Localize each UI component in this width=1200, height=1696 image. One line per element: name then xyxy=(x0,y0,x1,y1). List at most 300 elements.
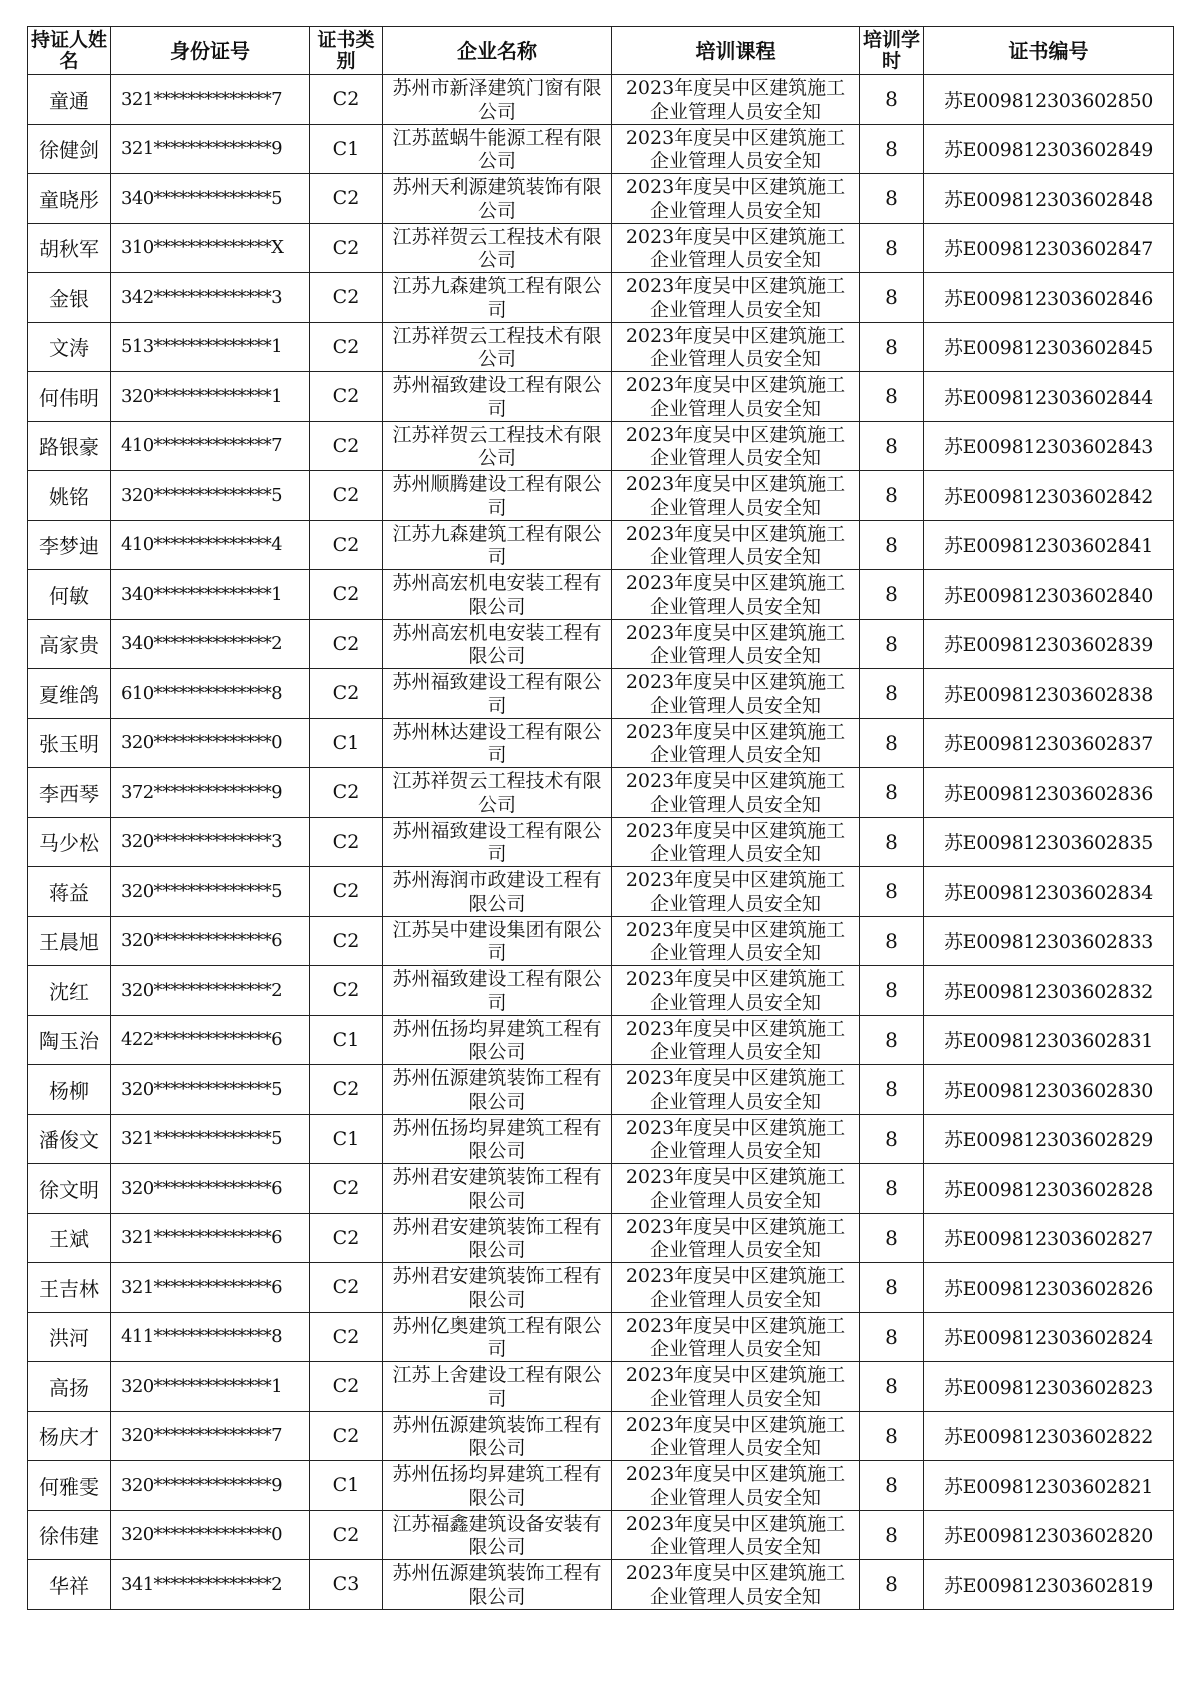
course-text: 2023年度吴中区建筑施工企业管理人员安全知 xyxy=(625,671,846,715)
company-text: 苏州伍源建筑装饰工程有限公司 xyxy=(392,1413,602,1458)
course-cell xyxy=(612,174,860,224)
hours-cell: 8 xyxy=(860,471,924,521)
cert-category-cell: C2 xyxy=(310,1065,383,1115)
course-cell xyxy=(612,372,860,422)
cert-category-cell: C2 xyxy=(310,768,383,818)
header-course: 培训课程 xyxy=(612,27,860,75)
hours-cell: 8 xyxy=(860,1312,924,1362)
holder-name-cell: 杨庆才 xyxy=(28,1411,111,1461)
course-text: 2023年度吴中区建筑施工企业管理人员安全知 xyxy=(625,77,846,121)
hours-cell: 8 xyxy=(860,669,924,719)
table-row xyxy=(28,174,1174,224)
id-number-cell: 320**************5 xyxy=(111,1065,310,1115)
course-text: 2023年度吴中区建筑施工企业管理人员安全知 xyxy=(625,819,846,864)
cert-number-cell: 苏E009812303602849 xyxy=(924,124,1174,174)
hours-cell: 8 xyxy=(860,520,924,570)
id-number-cell: 340**************2 xyxy=(111,619,310,669)
id-number-cell: 320**************6 xyxy=(111,1164,310,1214)
company-cell xyxy=(383,1461,612,1511)
company-cell xyxy=(383,1560,612,1610)
id-number-cell: 342**************3 xyxy=(111,273,310,323)
company-text: 江苏九森建筑工程有限公司 xyxy=(392,522,602,567)
holder-name-cell: 沈红 xyxy=(28,966,111,1016)
course-cell xyxy=(612,1312,860,1362)
holder-name-cell: 王吉林 xyxy=(28,1263,111,1313)
course-text: 2023年度吴中区建筑施工企业管理人员安全知 xyxy=(625,1017,846,1062)
cert-number-cell: 苏E009812303602832 xyxy=(924,966,1174,1016)
holder-name-cell: 潘俊文 xyxy=(28,1114,111,1164)
header-cert-category: 证书类别 xyxy=(310,27,383,75)
header-holder-name: 持证人姓名 xyxy=(28,27,111,75)
company-cell xyxy=(383,570,612,620)
cert-number-cell: 苏E009812303602837 xyxy=(924,718,1174,768)
hours-cell: 8 xyxy=(860,817,924,867)
cert-category-cell: C2 xyxy=(310,619,383,669)
hours-cell: 8 xyxy=(860,75,924,125)
course-cell xyxy=(612,471,860,521)
cert-category-cell: C2 xyxy=(310,669,383,719)
course-text: 2023年度吴中区建筑施工企业管理人员安全知 xyxy=(625,1314,846,1359)
cert-category-cell: C2 xyxy=(310,174,383,224)
cert-number-cell: 苏E009812303602847 xyxy=(924,223,1174,273)
header-company: 企业名称 xyxy=(383,27,612,75)
company-cell xyxy=(383,1164,612,1214)
course-text: 2023年度吴中区建筑施工企业管理人员安全知 xyxy=(625,1215,846,1260)
cert-number-cell: 苏E009812303602824 xyxy=(924,1312,1174,1362)
course-text: 2023年度吴中区建筑施工企业管理人员安全知 xyxy=(625,1512,846,1557)
company-text: 江苏吴中建设集团有限公司 xyxy=(392,918,602,963)
cert-number-cell: 苏E009812303602843 xyxy=(924,421,1174,471)
holder-name-cell: 王斌 xyxy=(28,1213,111,1263)
id-number-cell: 422**************6 xyxy=(111,1015,310,1065)
hours-cell: 8 xyxy=(860,619,924,669)
header-id-number: 身份证号 xyxy=(111,27,310,75)
company-text: 苏州天利源建筑装饰有限公司 xyxy=(392,176,602,220)
course-text: 2023年度吴中区建筑施工企业管理人员安全知 xyxy=(625,225,846,270)
cert-category-cell: C2 xyxy=(310,372,383,422)
cert-number-cell: 苏E009812303602840 xyxy=(924,570,1174,620)
course-text: 2023年度吴中区建筑施工企业管理人员安全知 xyxy=(625,770,846,814)
company-cell xyxy=(383,1362,612,1412)
course-text: 2023年度吴中区建筑施工企业管理人员安全知 xyxy=(625,1067,846,1111)
holder-name-cell: 高家贵 xyxy=(28,619,111,669)
holder-name-cell: 王晨旭 xyxy=(28,916,111,966)
course-cell xyxy=(612,1362,860,1412)
course-cell xyxy=(612,322,860,372)
cert-category-cell: C1 xyxy=(310,124,383,174)
cert-number-cell: 苏E009812303602823 xyxy=(924,1362,1174,1412)
cert-number-cell: 苏E009812303602848 xyxy=(924,174,1174,224)
company-text: 苏州君安建筑装饰工程有限公司 xyxy=(392,1166,602,1210)
holder-name-cell: 李梦迪 xyxy=(28,520,111,570)
holder-name-cell: 蒋益 xyxy=(28,867,111,917)
company-cell xyxy=(383,1213,612,1263)
hours-cell: 8 xyxy=(860,966,924,1016)
hours-cell: 8 xyxy=(860,124,924,174)
cert-category-cell: C2 xyxy=(310,322,383,372)
holder-name-cell: 何伟明 xyxy=(28,372,111,422)
company-cell xyxy=(383,1263,612,1313)
hours-cell: 8 xyxy=(860,1560,924,1610)
hours-cell: 8 xyxy=(860,1362,924,1412)
company-text: 江苏祥贺云工程技术有限公司 xyxy=(392,225,602,270)
header-cert-number: 证书编号 xyxy=(924,27,1174,75)
table-row xyxy=(28,768,1174,818)
hours-cell: 8 xyxy=(860,273,924,323)
table-row xyxy=(28,1015,1174,1065)
holder-name-cell: 何雅雯 xyxy=(28,1461,111,1511)
cert-category-cell: C1 xyxy=(310,718,383,768)
course-text: 2023年度吴中区建筑施工企业管理人员安全知 xyxy=(625,720,846,765)
company-cell xyxy=(383,619,612,669)
company-text: 苏州君安建筑装饰工程有限公司 xyxy=(392,1215,602,1260)
table-row xyxy=(28,669,1174,719)
course-text: 2023年度吴中区建筑施工企业管理人员安全知 xyxy=(625,918,846,963)
company-cell xyxy=(383,1312,612,1362)
id-number-cell: 340**************1 xyxy=(111,570,310,620)
company-cell xyxy=(383,1114,612,1164)
cert-category-cell: C2 xyxy=(310,1510,383,1560)
course-cell xyxy=(612,1461,860,1511)
company-cell xyxy=(383,867,612,917)
table-header xyxy=(28,27,1174,75)
hours-cell: 8 xyxy=(860,570,924,620)
table-row xyxy=(28,1312,1174,1362)
id-number-cell: 320**************0 xyxy=(111,718,310,768)
course-text: 2023年度吴中区建筑施工企业管理人员安全知 xyxy=(625,176,846,220)
hours-cell: 8 xyxy=(860,1114,924,1164)
course-text: 2023年度吴中区建筑施工企业管理人员安全知 xyxy=(625,374,846,418)
company-cell xyxy=(383,75,612,125)
course-cell xyxy=(612,520,860,570)
company-cell xyxy=(383,966,612,1016)
cert-number-cell: 苏E009812303602826 xyxy=(924,1263,1174,1313)
hours-cell: 8 xyxy=(860,768,924,818)
table-row xyxy=(28,1411,1174,1461)
company-cell xyxy=(383,669,612,719)
holder-name-cell: 马少松 xyxy=(28,817,111,867)
course-cell xyxy=(612,75,860,125)
cert-category-cell: C2 xyxy=(310,471,383,521)
table-row xyxy=(28,867,1174,917)
cert-number-cell: 苏E009812303602827 xyxy=(924,1213,1174,1263)
course-text: 2023年度吴中区建筑施工企业管理人员安全知 xyxy=(625,1265,846,1309)
cert-number-cell: 苏E009812303602845 xyxy=(924,322,1174,372)
table-row xyxy=(28,273,1174,323)
company-text: 苏州伍扬均昇建筑工程有限公司 xyxy=(392,1116,602,1161)
company-text: 苏州福致建设工程有限公司 xyxy=(392,374,602,418)
course-text: 2023年度吴中区建筑施工企业管理人员安全知 xyxy=(625,275,846,319)
company-cell xyxy=(383,1015,612,1065)
company-text: 江苏蓝蜗牛能源工程有限公司 xyxy=(392,126,602,171)
company-cell xyxy=(383,273,612,323)
id-number-cell: 340**************5 xyxy=(111,174,310,224)
company-cell xyxy=(383,174,612,224)
holder-name-cell: 童晓彤 xyxy=(28,174,111,224)
cert-number-cell: 苏E009812303602831 xyxy=(924,1015,1174,1065)
course-text: 2023年度吴中区建筑施工企业管理人员安全知 xyxy=(625,869,846,913)
company-cell xyxy=(383,372,612,422)
company-text: 苏州伍源建筑装饰工程有限公司 xyxy=(392,1067,602,1111)
holder-name-cell: 华祥 xyxy=(28,1560,111,1610)
hours-cell: 8 xyxy=(860,1213,924,1263)
holder-name-cell: 李西琴 xyxy=(28,768,111,818)
hours-cell: 8 xyxy=(860,322,924,372)
holder-name-cell: 徐伟建 xyxy=(28,1510,111,1560)
table-row xyxy=(28,124,1174,174)
course-cell xyxy=(612,421,860,471)
company-cell xyxy=(383,421,612,471)
table-row xyxy=(28,75,1174,125)
id-number-cell: 320**************9 xyxy=(111,1461,310,1511)
course-text: 2023年度吴中区建筑施工企业管理人员安全知 xyxy=(625,473,846,517)
course-text: 2023年度吴中区建筑施工企业管理人员安全知 xyxy=(625,1562,846,1606)
holder-name-cell: 张玉明 xyxy=(28,718,111,768)
cert-number-cell: 苏E009812303602844 xyxy=(924,372,1174,422)
course-cell xyxy=(612,1015,860,1065)
id-number-cell: 321**************6 xyxy=(111,1263,310,1313)
holder-name-cell: 何敏 xyxy=(28,570,111,620)
course-cell xyxy=(612,1411,860,1461)
holder-name-cell: 陶玉治 xyxy=(28,1015,111,1065)
id-number-cell: 320**************3 xyxy=(111,817,310,867)
course-cell xyxy=(612,817,860,867)
id-number-cell: 321**************6 xyxy=(111,1213,310,1263)
id-number-cell: 372**************9 xyxy=(111,768,310,818)
id-number-cell: 321**************9 xyxy=(111,124,310,174)
company-text: 苏州亿奥建筑工程有限公司 xyxy=(392,1314,602,1359)
cert-number-cell: 苏E009812303602842 xyxy=(924,471,1174,521)
cert-number-cell: 苏E009812303602850 xyxy=(924,75,1174,125)
id-number-cell: 320**************5 xyxy=(111,471,310,521)
company-text: 苏州海润市政建设工程有限公司 xyxy=(392,869,602,913)
cert-category-cell: C2 xyxy=(310,273,383,323)
hours-cell: 8 xyxy=(860,372,924,422)
course-text: 2023年度吴中区建筑施工企业管理人员安全知 xyxy=(625,1166,846,1210)
company-cell xyxy=(383,223,612,273)
company-text: 苏州福致建设工程有限公司 xyxy=(392,819,602,864)
id-number-cell: 411**************8 xyxy=(111,1312,310,1362)
cert-number-cell: 苏E009812303602839 xyxy=(924,619,1174,669)
cert-number-cell: 苏E009812303602835 xyxy=(924,817,1174,867)
header-hours: 培训学时 xyxy=(860,27,924,75)
holder-name-cell: 童通 xyxy=(28,75,111,125)
holder-name-cell: 杨柳 xyxy=(28,1065,111,1115)
cert-category-cell: C2 xyxy=(310,1213,383,1263)
cert-number-cell: 苏E009812303602846 xyxy=(924,273,1174,323)
company-text: 江苏九森建筑工程有限公司 xyxy=(392,275,602,319)
company-cell xyxy=(383,471,612,521)
table-row xyxy=(28,1065,1174,1115)
company-text: 苏州高宏机电安装工程有限公司 xyxy=(392,621,602,666)
cert-category-cell: C3 xyxy=(310,1560,383,1610)
cert-number-cell: 苏E009812303602822 xyxy=(924,1411,1174,1461)
hours-cell: 8 xyxy=(860,1015,924,1065)
cert-category-cell: C2 xyxy=(310,1312,383,1362)
table-row xyxy=(28,1164,1174,1214)
course-text: 2023年度吴中区建筑施工企业管理人员安全知 xyxy=(625,1116,846,1161)
table-row xyxy=(28,471,1174,521)
hours-cell: 8 xyxy=(860,1065,924,1115)
table-row xyxy=(28,1510,1174,1560)
cert-category-cell: C2 xyxy=(310,75,383,125)
cert-category-cell: C2 xyxy=(310,520,383,570)
holder-name-cell: 夏维鸽 xyxy=(28,669,111,719)
course-cell xyxy=(612,273,860,323)
course-cell xyxy=(612,1510,860,1560)
company-text: 苏州高宏机电安装工程有限公司 xyxy=(392,572,602,616)
id-number-cell: 410**************7 xyxy=(111,421,310,471)
cert-category-cell: C2 xyxy=(310,916,383,966)
table-body xyxy=(28,75,1174,1610)
company-cell xyxy=(383,916,612,966)
company-cell xyxy=(383,768,612,818)
hours-cell: 8 xyxy=(860,174,924,224)
table-row xyxy=(28,1263,1174,1313)
id-number-cell: 320**************7 xyxy=(111,1411,310,1461)
hours-cell: 8 xyxy=(860,1461,924,1511)
table-row xyxy=(28,916,1174,966)
holder-name-cell: 徐文明 xyxy=(28,1164,111,1214)
table-row xyxy=(28,372,1174,422)
hours-cell: 8 xyxy=(860,1164,924,1214)
cert-number-cell: 苏E009812303602820 xyxy=(924,1510,1174,1560)
table-row xyxy=(28,619,1174,669)
table-row xyxy=(28,1461,1174,1511)
holder-name-cell: 高扬 xyxy=(28,1362,111,1412)
cert-category-cell: C1 xyxy=(310,1461,383,1511)
certificate-table xyxy=(27,26,1174,1610)
table-row xyxy=(28,322,1174,372)
id-number-cell: 410**************4 xyxy=(111,520,310,570)
table-row xyxy=(28,1560,1174,1610)
cert-number-cell: 苏E009812303602833 xyxy=(924,916,1174,966)
cert-category-cell: C2 xyxy=(310,1164,383,1214)
company-text: 苏州福致建设工程有限公司 xyxy=(392,671,602,715)
course-text: 2023年度吴中区建筑施工企业管理人员安全知 xyxy=(625,1364,846,1408)
id-number-cell: 320**************1 xyxy=(111,372,310,422)
company-text: 江苏祥贺云工程技术有限公司 xyxy=(392,423,602,468)
holder-name-cell: 徐健剑 xyxy=(28,124,111,174)
hours-cell: 8 xyxy=(860,421,924,471)
company-text: 苏州市新泽建筑门窗有限公司 xyxy=(392,77,602,121)
company-text: 江苏祥贺云工程技术有限公司 xyxy=(392,324,602,369)
table-row xyxy=(28,718,1174,768)
course-text: 2023年度吴中区建筑施工企业管理人员安全知 xyxy=(625,1463,846,1507)
hours-cell: 8 xyxy=(860,916,924,966)
company-text: 苏州伍扬均昇建筑工程有限公司 xyxy=(392,1017,602,1062)
id-number-cell: 513**************1 xyxy=(111,322,310,372)
holder-name-cell: 洪河 xyxy=(28,1312,111,1362)
hours-cell: 8 xyxy=(860,1510,924,1560)
course-text: 2023年度吴中区建筑施工企业管理人员安全知 xyxy=(625,572,846,616)
company-text: 江苏福鑫建筑设备安装有限公司 xyxy=(392,1512,602,1557)
cert-category-cell: C2 xyxy=(310,867,383,917)
cert-category-cell: C2 xyxy=(310,1411,383,1461)
cert-category-cell: C1 xyxy=(310,1015,383,1065)
course-text: 2023年度吴中区建筑施工企业管理人员安全知 xyxy=(625,126,846,171)
course-cell xyxy=(612,669,860,719)
company-text: 苏州伍扬均昇建筑工程有限公司 xyxy=(392,1463,602,1507)
course-text: 2023年度吴中区建筑施工企业管理人员安全知 xyxy=(625,968,846,1012)
course-cell xyxy=(612,124,860,174)
table-row xyxy=(28,1213,1174,1263)
cert-category-cell: C2 xyxy=(310,570,383,620)
cert-number-cell: 苏E009812303602834 xyxy=(924,867,1174,917)
cert-category-cell: C2 xyxy=(310,1263,383,1313)
table-row xyxy=(28,421,1174,471)
company-text: 苏州伍源建筑装饰工程有限公司 xyxy=(392,1562,602,1606)
hours-cell: 8 xyxy=(860,867,924,917)
holder-name-cell: 金银 xyxy=(28,273,111,323)
course-cell xyxy=(612,570,860,620)
header-row xyxy=(28,27,1174,75)
company-text: 江苏祥贺云工程技术有限公司 xyxy=(392,770,602,814)
cert-number-cell: 苏E009812303602838 xyxy=(924,669,1174,719)
hours-cell: 8 xyxy=(860,223,924,273)
holder-name-cell: 姚铭 xyxy=(28,471,111,521)
id-number-cell: 320**************1 xyxy=(111,1362,310,1412)
course-text: 2023年度吴中区建筑施工企业管理人员安全知 xyxy=(625,1413,846,1458)
cert-category-cell: C2 xyxy=(310,1362,383,1412)
company-text: 苏州福致建设工程有限公司 xyxy=(392,968,602,1012)
cert-category-cell: C1 xyxy=(310,1114,383,1164)
cert-category-cell: C2 xyxy=(310,817,383,867)
company-text: 江苏上舍建设工程有限公司 xyxy=(392,1364,602,1408)
id-number-cell: 320**************6 xyxy=(111,916,310,966)
company-text: 苏州顺腾建设工程有限公司 xyxy=(392,473,602,517)
id-number-cell: 321**************5 xyxy=(111,1114,310,1164)
course-cell xyxy=(612,223,860,273)
course-cell xyxy=(612,768,860,818)
cert-number-cell: 苏E009812303602819 xyxy=(924,1560,1174,1610)
course-cell xyxy=(612,1560,860,1610)
course-text: 2023年度吴中区建筑施工企业管理人员安全知 xyxy=(625,324,846,369)
course-cell xyxy=(612,916,860,966)
id-number-cell: 321**************7 xyxy=(111,75,310,125)
company-cell xyxy=(383,322,612,372)
course-cell xyxy=(612,1065,860,1115)
course-text: 2023年度吴中区建筑施工企业管理人员安全知 xyxy=(625,621,846,666)
course-text: 2023年度吴中区建筑施工企业管理人员安全知 xyxy=(625,423,846,468)
company-cell xyxy=(383,817,612,867)
table-row xyxy=(28,223,1174,273)
company-text: 苏州君安建筑装饰工程有限公司 xyxy=(392,1265,602,1309)
table-row xyxy=(28,520,1174,570)
company-cell xyxy=(383,718,612,768)
course-cell xyxy=(612,867,860,917)
cert-number-cell: 苏E009812303602836 xyxy=(924,768,1174,818)
cert-category-cell: C2 xyxy=(310,223,383,273)
holder-name-cell: 胡秋军 xyxy=(28,223,111,273)
table-row xyxy=(28,570,1174,620)
cert-number-cell: 苏E009812303602821 xyxy=(924,1461,1174,1511)
course-cell xyxy=(612,1114,860,1164)
id-number-cell: 320**************5 xyxy=(111,867,310,917)
cert-number-cell: 苏E009812303602828 xyxy=(924,1164,1174,1214)
course-cell xyxy=(612,718,860,768)
hours-cell: 8 xyxy=(860,1411,924,1461)
company-text: 苏州林达建设工程有限公司 xyxy=(392,720,602,765)
company-cell xyxy=(383,1510,612,1560)
table-row xyxy=(28,1114,1174,1164)
id-number-cell: 310**************X xyxy=(111,223,310,273)
cert-number-cell: 苏E009812303602841 xyxy=(924,520,1174,570)
course-cell xyxy=(612,619,860,669)
course-cell xyxy=(612,1263,860,1313)
course-text: 2023年度吴中区建筑施工企业管理人员安全知 xyxy=(625,522,846,567)
course-cell xyxy=(612,966,860,1016)
